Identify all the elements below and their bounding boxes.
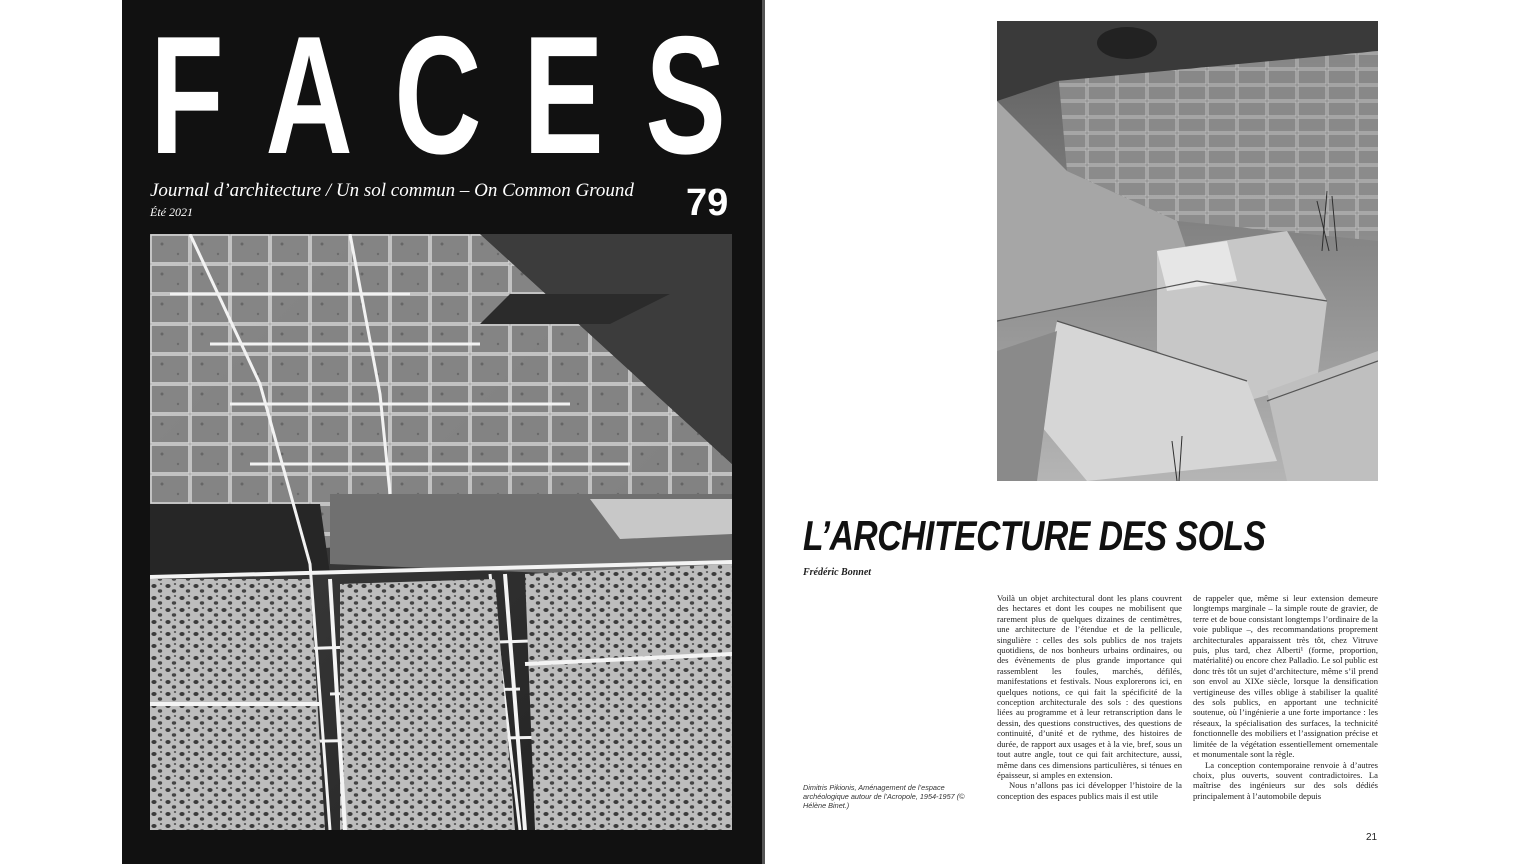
cover-season: Été 2021 — [150, 205, 193, 219]
cover-title-letter: F — [150, 1, 224, 189]
article-column-right — [1193, 593, 1378, 801]
article-photo-stone-steps — [997, 21, 1378, 481]
cover-subtitle: Journal d’architecture / Un sol commun – On Common Ground — [150, 180, 634, 201]
cover-spine-edge — [762, 0, 765, 864]
cover-photo-paving — [150, 234, 732, 830]
stone-steps-image — [997, 21, 1378, 481]
article-paragraph: La conception contemporaine renvoie à d’autres choix, plus ouverts, souvent contradictoires. La maîtrise des ingénieurs sur des sols dédiés principalement à l’automobile depuis — [1193, 759, 1378, 801]
article-title: L’ARCHITECTURE DES SOLS — [803, 512, 1266, 559]
article-paragraph: Voilà un objet architectural dont les plans couvrent des hectares et dont les coupes ne mobilisent que rarement plus de quelques dizaines de centimètres, une architecture de l’étendue et de la pellicule, singulière : celles des sols publics de nos trajets quotidiens, de nos bonheurs urbains ordinaires, ou des évènements de plus grande importance qui rassemblent les foules, marchés, défilés, manifestations et festivals. Nous explorerons ici, en quelques notions, ce qui fait la spécificité de la conception architecturale des sols : des questions liées au programme et à leur retranscription dans le dessin, des questions constructives, des questions de continuité, d’unité et de rythme, des histoires de durée, de rapport aux usages et à la vie, bref, sous un tout autre angle, tout ce qui fait architecture, aussi, même dans ces dimensions particulières, si ténues en épaisseur, si amples en extension. — [997, 593, 1182, 780]
cover-title — [150, 1, 726, 189]
paving-stones-image — [150, 234, 732, 830]
article-paragraph: de rappeler que, même si leur extension demeure longtemps marginale – la simple route de gravier, de terre et de boue consistant longtemps l’ordinaire de la voie publique –, des recommandations proprement architecturales apparaissent très tôt, chez Vitruve puis, plus tard, chez Alberti¹ (forme, proportion, matérialité) ou encore chez Palladio. Le sol public est donc très tôt un sujet d’architecture, même s’il prend son envol au XIXe siècle, lorsque la densification vertigineuse des villes oblige à stabiliser la qualité des sols publics, en apportant une technicité soutenue, où l’ingénierie a une forte importance : les réseaux, la spécialisation des surfaces, la technicité fonctionnelle des mobiliers et l’assignation précise et limitée de la végétation essentiellement ornementale et monumentale sont la règle. — [1193, 593, 1378, 760]
article-column-left — [997, 593, 1182, 801]
page-number: 21 — [1366, 832, 1378, 843]
cover-title-letter: A — [265, 1, 353, 189]
article-paragraph: Nous n’allons pas ici développer l’histoire de la conception des espaces publics mais il est utile — [997, 780, 1182, 801]
cover-title-letter: S — [645, 1, 726, 189]
magazine-cover — [122, 0, 765, 864]
cover-title-letter: C — [394, 1, 482, 189]
article-author: Frédéric Bonnet — [803, 567, 872, 578]
cover-issue-number: 79 — [686, 182, 729, 224]
photo-caption: Dimitris Pikionis, Aménagement de l’espace archéologique autour de l’Acropole, 1954-1957 (© Hélène Binet.) — [803, 783, 965, 810]
cover-title-letter: E — [523, 1, 604, 189]
